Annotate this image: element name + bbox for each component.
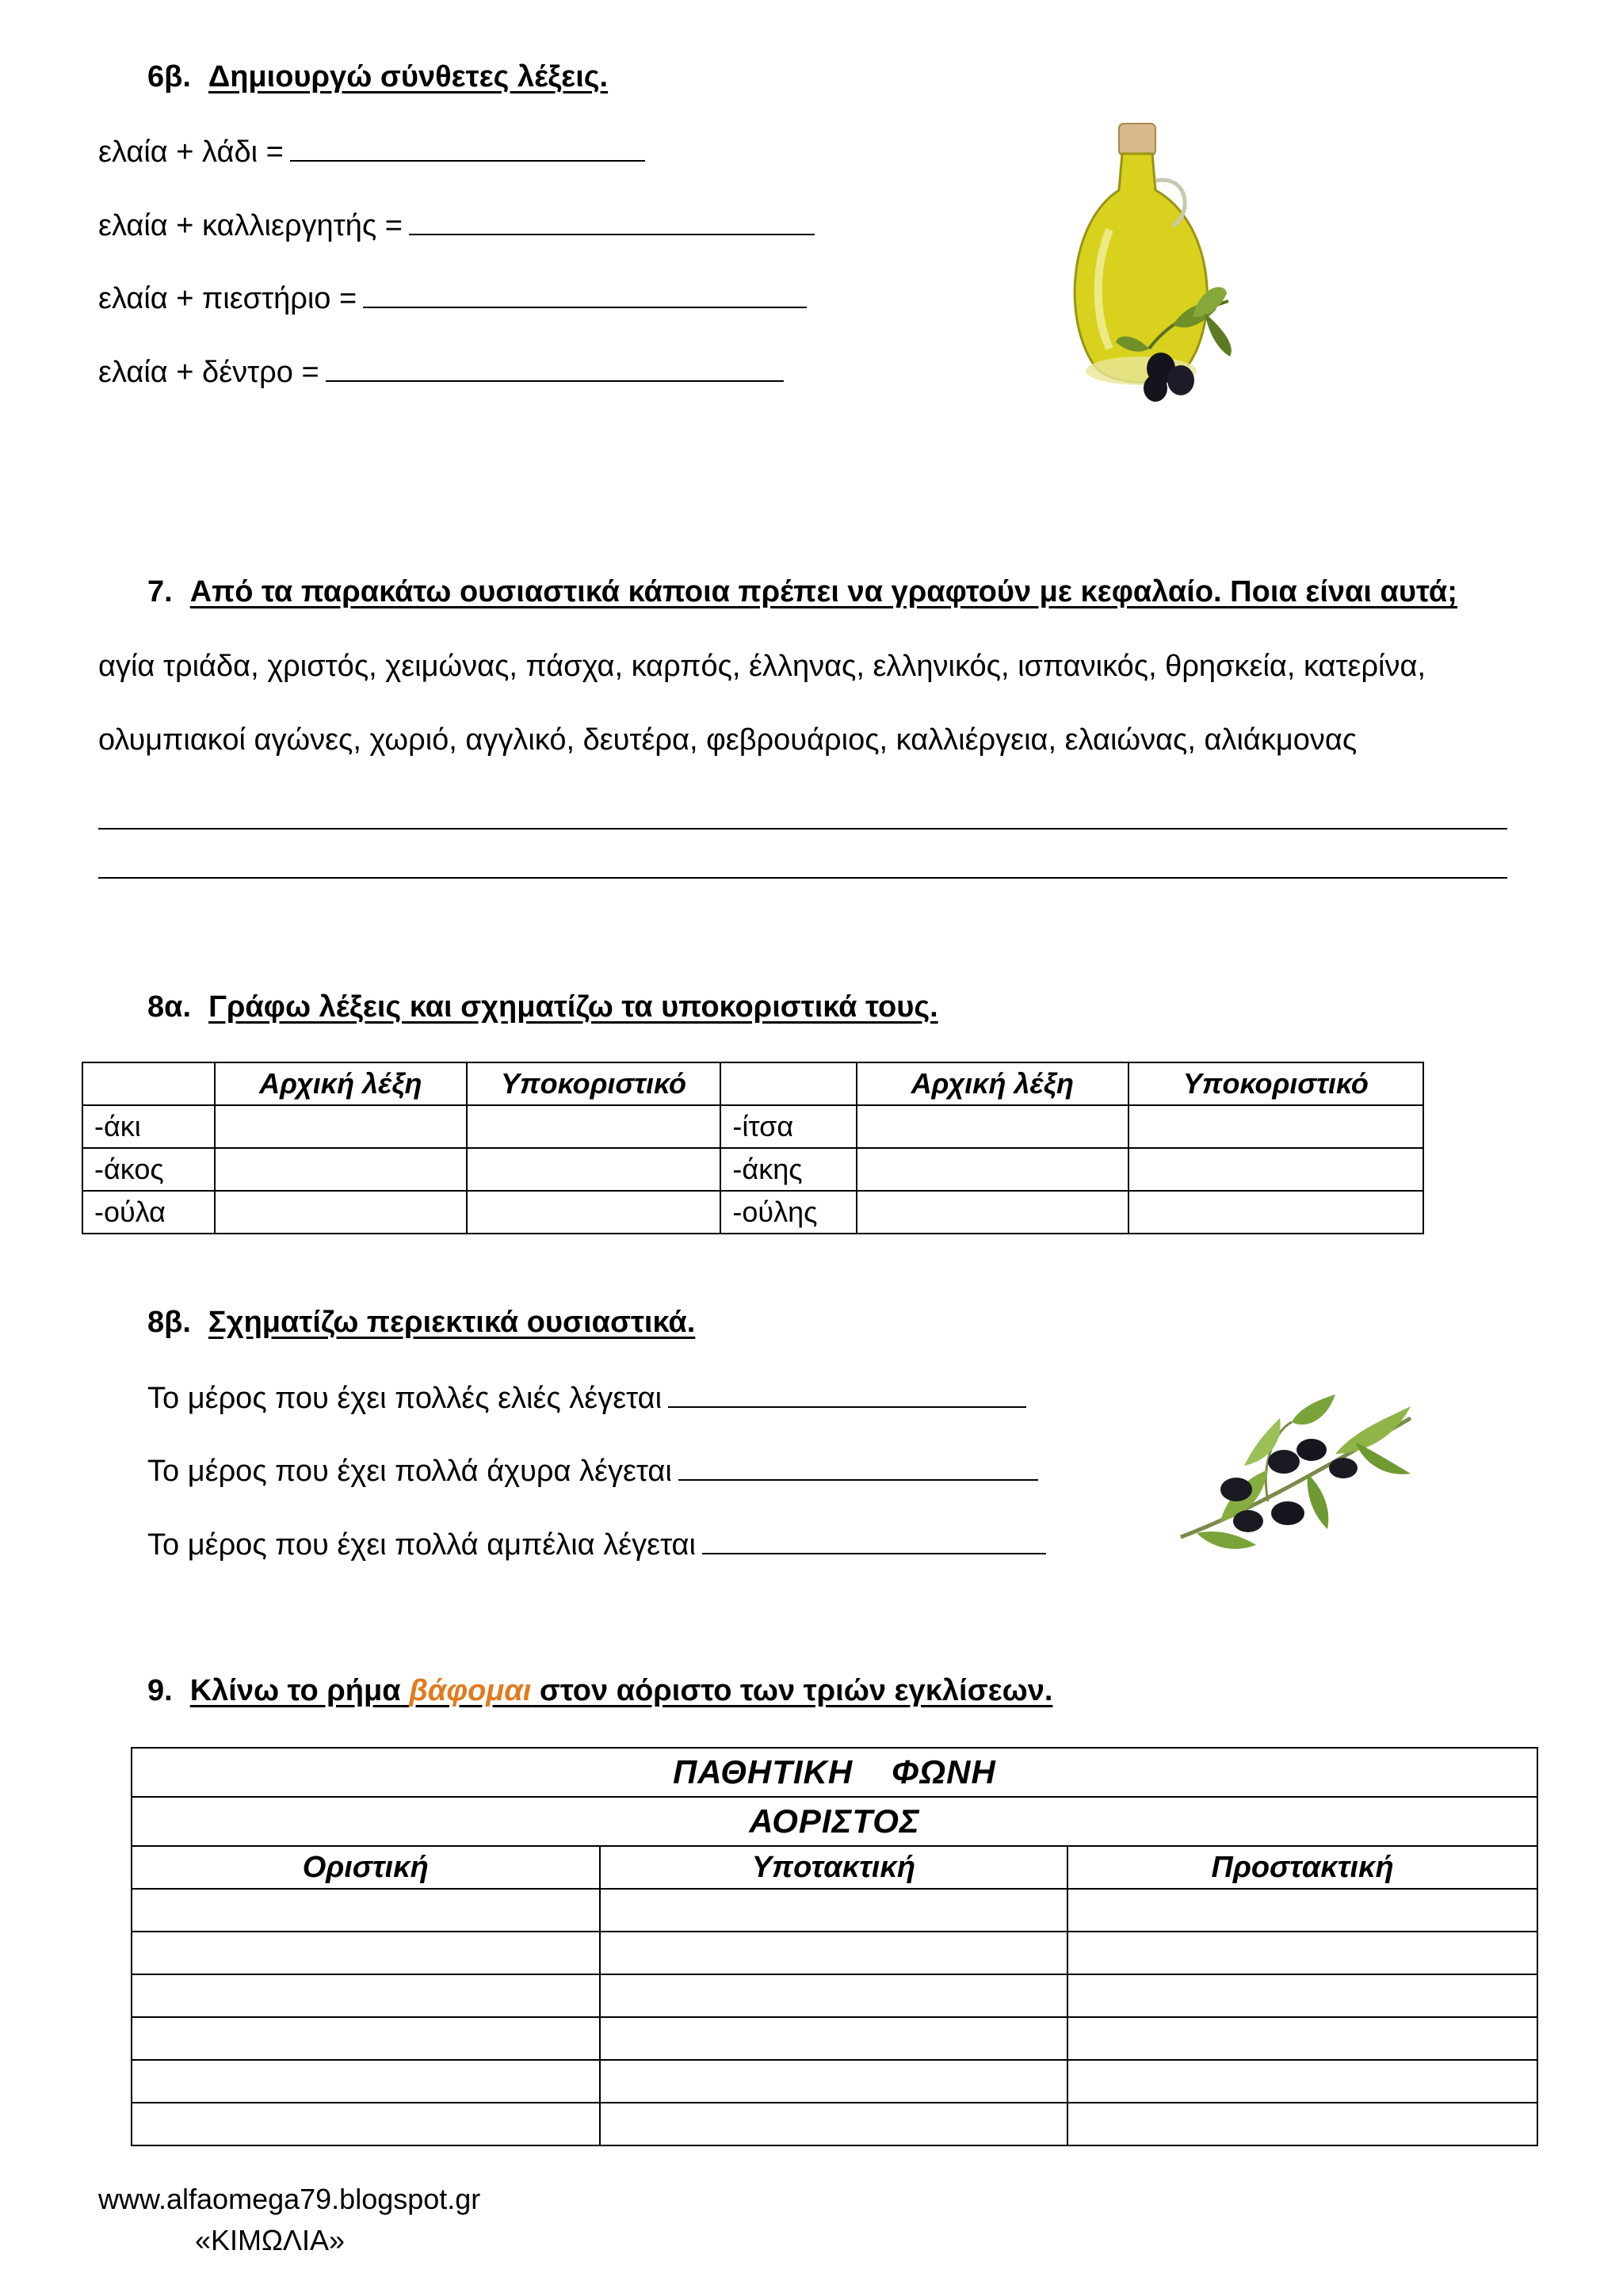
suffix-cell: -άκης [720, 1148, 856, 1191]
collective-prompt: Το μέρος που έχει πολλά αμπέλια λέγεται [147, 1528, 696, 1562]
answer-cell[interactable] [1128, 1191, 1423, 1234]
compound-prompt: ελαία + πιεστήριο = [98, 282, 357, 315]
section-7-number: 7. [147, 575, 173, 608]
answer-blank[interactable] [363, 280, 807, 308]
column-header: Υποτακτική [600, 1846, 1068, 1889]
footer-url: www.alfaomega79.blogspot.gr [98, 2183, 481, 2215]
answer-cell[interactable] [132, 2103, 600, 2145]
answer-cell[interactable] [1067, 1974, 1537, 2017]
table-row [132, 1889, 1537, 1932]
column-header: Υποκοριστικό [467, 1062, 721, 1105]
answer-blank[interactable] [326, 353, 784, 382]
table-title: ΠΑΘΗΤΙΚΗ ΦΩΝΗ [132, 1748, 1537, 1797]
answer-cell[interactable] [1067, 2103, 1537, 2145]
answer-cell[interactable] [1067, 2017, 1537, 2060]
answer-blank[interactable] [290, 133, 645, 162]
olive-oil-bottle-icon [1054, 119, 1244, 412]
answer-cell[interactable] [600, 2060, 1068, 2103]
table-subtitle: ΑΟΡΙΣΤΟΣ [132, 1797, 1537, 1846]
table-row [132, 2017, 1537, 2060]
section-6b-heading [147, 60, 608, 94]
answer-cell[interactable] [467, 1191, 721, 1234]
answer-cell[interactable] [857, 1148, 1128, 1191]
answer-cell[interactable] [132, 1974, 600, 2017]
section-8a-number: 8α. [147, 990, 192, 1024]
answer-cell[interactable] [215, 1148, 466, 1191]
compound-prompt: ελαία + λάδι = [98, 135, 284, 169]
answer-cell[interactable] [1067, 2060, 1537, 2103]
answer-line[interactable] [98, 877, 1507, 879]
answer-blank[interactable] [702, 1526, 1046, 1554]
answer-cell[interactable] [1128, 1148, 1423, 1191]
answer-cell[interactable] [467, 1148, 721, 1191]
table-row [82, 1105, 1423, 1148]
answer-cell[interactable] [1128, 1105, 1423, 1148]
answer-cell[interactable] [1067, 1932, 1537, 1974]
section-7-heading [147, 575, 1457, 609]
answer-cell[interactable] [600, 1889, 1068, 1932]
table-subtitle-row [132, 1797, 1537, 1846]
answer-blank[interactable] [678, 1452, 1038, 1481]
answer-cell[interactable] [467, 1105, 721, 1148]
empty-header-cell [720, 1062, 856, 1105]
compound-line-1 [98, 133, 645, 170]
compound-prompt: ελαία + δέντρο = [98, 356, 319, 389]
nouns-list-line-1: αγία τριάδα, χριστός, χειμώνας, πάσχα, καρπός, έλληνας, ελληνικός, ισπανικός, θρησκεία, κατερίνα, [98, 650, 1426, 683]
table-row [82, 1148, 1423, 1191]
table-header-row [132, 1846, 1537, 1889]
compound-line-4 [98, 353, 784, 391]
diminutives-table [82, 1062, 1424, 1234]
section-9-title-end: στον αόριστο των τριών εγκλίσεων. [539, 1674, 1053, 1707]
answer-line[interactable] [98, 828, 1507, 830]
answer-cell[interactable] [857, 1191, 1128, 1234]
section-9-title-start: Κλίνω το ρήμα [189, 1674, 401, 1707]
column-header: Αρχική λέξη [857, 1062, 1128, 1105]
olive-branch-icon [1173, 1375, 1426, 1565]
suffix-cell: -άκος [82, 1148, 215, 1191]
collective-line-2 [147, 1452, 1038, 1489]
compound-line-3 [98, 280, 807, 317]
answer-cell[interactable] [600, 1974, 1068, 2017]
table-row [132, 2103, 1537, 2145]
compound-prompt: ελαία + καλλιεργητής = [98, 209, 403, 242]
answer-cell[interactable] [215, 1105, 466, 1148]
section-9-heading [147, 1674, 1052, 1708]
section-7-title: Από τα παρακάτω ουσιαστικά κάποια πρέπει να γραφτούν με κεφαλαίο. Ποια είναι αυτά; [189, 575, 1457, 608]
suffix-cell: -ούλα [82, 1191, 215, 1234]
answer-cell[interactable] [132, 1932, 600, 1974]
column-header: Αρχική λέξη [215, 1062, 466, 1105]
answer-blank[interactable] [409, 207, 815, 235]
answer-cell[interactable] [600, 1932, 1068, 1974]
section-9-number: 9. [147, 1674, 173, 1707]
footer-name: «ΚΙΜΩΛΙΑ» [195, 2224, 346, 2256]
answer-cell[interactable] [600, 2017, 1068, 2060]
collective-prompt: Το μέρος που έχει πολλά άχυρα λέγεται [147, 1455, 672, 1488]
section-6b-number: 6β. [147, 60, 191, 93]
answer-cell[interactable] [1067, 1889, 1537, 1932]
section-8b-title: Σχηματίζω περιεκτικά ουσιαστικά. [208, 1306, 696, 1339]
collective-line-3 [147, 1526, 1046, 1563]
section-8b-heading [147, 1306, 695, 1340]
table-header-row [82, 1062, 1423, 1105]
conjugation-table [131, 1747, 1538, 2146]
empty-header-cell [82, 1062, 215, 1105]
collective-line-1 [147, 1379, 1026, 1417]
table-title-row [132, 1748, 1537, 1797]
section-8b-number: 8β. [147, 1306, 191, 1339]
verb-highlight: βάφομαι [409, 1674, 532, 1707]
suffix-cell: -άκι [82, 1105, 215, 1148]
column-header: Οριστική [132, 1846, 600, 1889]
answer-cell[interactable] [857, 1105, 1128, 1148]
answer-cell[interactable] [600, 2103, 1068, 2145]
answer-cell[interactable] [132, 2017, 600, 2060]
section-8a-title: Γράφω λέξεις και σχηματίζω τα υποκοριστικά τους. [208, 990, 938, 1024]
nouns-list-line-2: ολυμπιακοί αγώνες, χωριό, αγγλικό, δευτέρα, φεβρουάριος, καλλιέργεια, ελαιώνας, αλιάκμονας [98, 723, 1358, 757]
table-row [82, 1191, 1423, 1234]
answer-cell[interactable] [132, 2060, 600, 2103]
table-row [132, 2060, 1537, 2103]
collective-prompt: Το μέρος που έχει πολλές ελιές λέγεται [147, 1382, 663, 1415]
table-row [132, 1932, 1537, 1974]
column-header: Προστακτική [1067, 1846, 1537, 1889]
section-8a-heading [147, 990, 938, 1024]
suffix-cell: -ίτσα [720, 1105, 856, 1148]
compound-line-2 [98, 207, 815, 244]
suffix-cell: -ούλης [720, 1191, 856, 1234]
answer-cell[interactable] [215, 1191, 466, 1234]
answer-blank[interactable] [668, 1379, 1026, 1408]
answer-cell[interactable] [132, 1889, 600, 1932]
column-header: Υποκοριστικό [1128, 1062, 1423, 1105]
table-row [132, 1974, 1537, 2017]
section-6b-title: Δημιουργώ σύνθετες λέξεις. [208, 60, 609, 93]
